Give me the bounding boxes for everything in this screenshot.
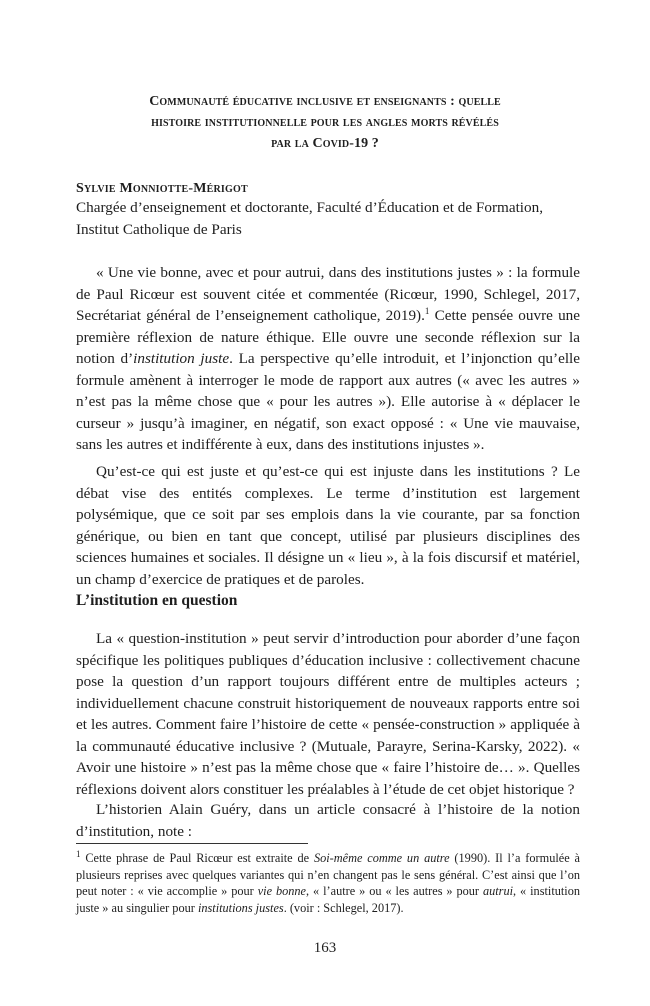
author-affiliation: Chargée d’enseignement et doctorante, Faculté d’Éducation et de Formation, Institut Catholique de Paris xyxy=(76,199,544,238)
footnote-text-5: . (voir : Schlegel, 2017). xyxy=(283,900,404,915)
paragraph-4: L’historien Alain Guéry, dans un article consacré à l’histoire de la notion d’institution, note : xyxy=(76,801,580,840)
title-line-1: Communauté éducative inclusive et enseignants : quelle xyxy=(149,94,501,109)
author-name: Sylvie Monniotte-Mérigot xyxy=(76,181,248,196)
paragraph-1-italic: institution juste xyxy=(133,350,230,367)
footnote-marker: 1 xyxy=(76,848,81,859)
footnote-italic-4: institutions justes xyxy=(197,900,284,915)
footnote-text-1: Cette phrase de Paul Ricœur est extraite de xyxy=(80,851,314,865)
footnote xyxy=(76,850,580,916)
section-heading: L’institution en question xyxy=(76,592,238,609)
footnote-text-4: , « institution juste » au singulier pour xyxy=(76,884,581,915)
footnote-separator xyxy=(76,843,308,844)
footnote-reference: 1 xyxy=(424,305,430,316)
footnote-italic-3: autrui xyxy=(482,884,514,899)
paragraph-2: Qu’est-ce qui est juste et qu’est-ce qui est injuste dans les institutions ? Le débat vise des entités complexes. Le terme d’institution est largement polysémique, que ce soit par ses emplois dans la vie courante, par sa fonction générique, ou bien en tant que concept, utilisé par plusieurs disciplines des sciences humaines et sociales. Il désigne un « lieu », à la fois discursif et matériel, un champ d’exercice de pratiques et de paroles. xyxy=(76,463,580,588)
title-line-2: histoire institutionnelle pour les angles morts révélés xyxy=(151,115,499,130)
paragraph-3: La « question-institution » peut servir d’introduction pour aborder d’une façon spécifique les politiques publiques d’éducation inclusive : collectivement chacune pose la question d’un rapport toujours différent entre de multiples acteurs ; individuellement chacune construit historiquement de nouveaux rapports entre soi et les autres. Comment faire l’histoire de cette « pensée-construction » appliquée à la communauté éducative inclusive ? (Mutuale, Parayre, Serina-Karsky, 2022). « Avoir une histoire » n’est pas la même chose que « faire l’histoire de… ». Quelles réflexions doivent alors constituer les préalables à l’étude de cet objet historique ? xyxy=(76,630,580,798)
footnote-text-2: (1990). Il l’a formulée à plusieurs reprises avec quelques variantes qui n’en changent pas le sens général. C’est ainsi que l’on peut noter : « vie accomplie » pour xyxy=(76,851,580,899)
footnote-italic-2: vie bonne xyxy=(257,884,307,899)
paragraph-1-text-b: Cette pensée ouvre une première réflexion de nature éthique. Elle ouvre une seconde réflexion sur la notion d’ xyxy=(76,307,580,367)
paragraph-1-text-a: « Une vie bonne, avec et pour autrui, dans des institutions justes » : la formule de Paul Ricœur est souvent citée et commentée (Ricœur, 1990, Schlegel, 2017, Secrétariat général de l’enseignement catholique, 2019). xyxy=(76,264,580,324)
page-number: 163 xyxy=(313,940,337,956)
footnote-text-3: , « l’autre » ou « les autres » pour xyxy=(306,884,483,899)
footnote-italic-1: Soi-même comme un autre xyxy=(313,851,450,865)
paragraph-1 xyxy=(76,262,580,456)
article-title xyxy=(80,91,570,154)
paragraph-1-text-c: . La perspective qu’elle introduit, et l’injonction qu’elle formule amènent à interroger le mode de rapport aux autres (« avec les autres » n’est pas la même chose que « pour les autres »). Elle autorise à « déplacer le curseur » jusqu’à imaginer, en négatif, son exact opposé : « Une vie mauvaise, sans les autres et indifférente à eux, dans des institutions injustes ». xyxy=(76,350,581,453)
title-line-3: par la Covid-19 ? xyxy=(271,136,379,151)
